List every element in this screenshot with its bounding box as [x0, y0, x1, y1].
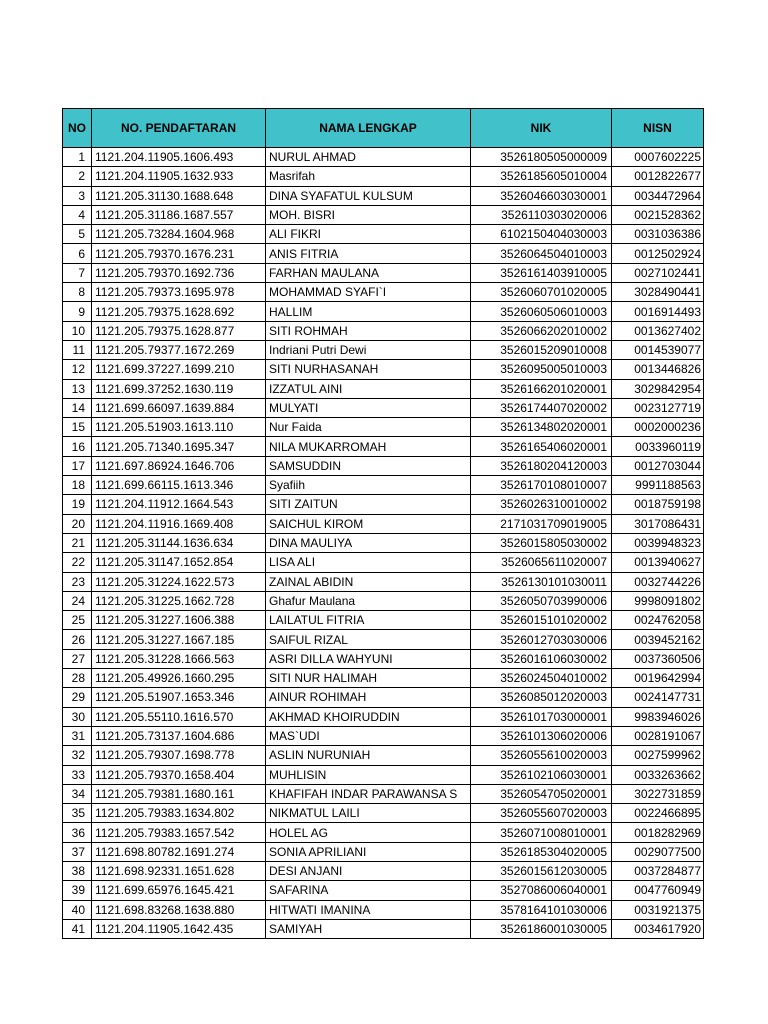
- cell-nisn: 0039452162: [612, 630, 704, 649]
- cell-registration-no: 1121.205.79383.1657.542: [92, 823, 266, 842]
- table-row: [63, 283, 704, 302]
- cell-registration-no: 1121.699.65976.1645.421: [92, 881, 266, 900]
- cell-registration-no: 1121.205.31144.1636.634: [92, 533, 266, 552]
- cell-full-name: AINUR ROHIMAH: [266, 688, 471, 707]
- cell-full-name: SITI ZAITUN: [266, 495, 471, 514]
- table-row: [63, 186, 704, 205]
- table-row: [63, 726, 704, 745]
- cell-no: 29: [63, 688, 92, 707]
- table-row: [63, 495, 704, 514]
- cell-no: 14: [63, 398, 92, 417]
- cell-nisn: 0027102441: [612, 263, 704, 282]
- table-row: [63, 244, 704, 263]
- cell-registration-no: 1121.205.79383.1634.802: [92, 804, 266, 823]
- cell-nisn: 0014539077: [612, 340, 704, 359]
- cell-full-name: SAFARINA: [266, 881, 471, 900]
- cell-full-name: NILA MUKARROMAH: [266, 437, 471, 456]
- cell-full-name: ALI FIKRI: [266, 225, 471, 244]
- cell-full-name: AKHMAD KHOIRUDDIN: [266, 707, 471, 726]
- cell-no: 31: [63, 726, 92, 745]
- cell-no: 37: [63, 842, 92, 861]
- cell-full-name: DESI ANJANI: [266, 861, 471, 880]
- cell-registration-no: 1121.205.31227.1667.185: [92, 630, 266, 649]
- cell-full-name: Masrifah: [266, 167, 471, 186]
- cell-registration-no: 1121.205.31186.1687.557: [92, 205, 266, 224]
- cell-full-name: MUHLISIN: [266, 765, 471, 784]
- table-body: [63, 148, 704, 939]
- cell-nisn: 3028490441: [612, 283, 704, 302]
- table-row: [63, 861, 704, 880]
- header-nisn: NISN: [612, 109, 704, 148]
- cell-nisn: 0034472964: [612, 186, 704, 205]
- cell-nik: 6102150404030003: [471, 225, 612, 244]
- cell-no: 20: [63, 514, 92, 533]
- cell-registration-no: 1121.205.55110.1616.570: [92, 707, 266, 726]
- table-row: [63, 591, 704, 610]
- cell-nisn: 0007602225: [612, 148, 704, 167]
- cell-nisn: 3029842954: [612, 379, 704, 398]
- cell-registration-no: 1121.205.73284.1604.968: [92, 225, 266, 244]
- cell-nik: 3526130101030011: [471, 572, 612, 591]
- cell-nik: 3526185304020005: [471, 842, 612, 861]
- table-row: [63, 881, 704, 900]
- cell-nik: 3526015805030002: [471, 533, 612, 552]
- cell-full-name: SITI NURHASANAH: [266, 360, 471, 379]
- cell-nisn: 3022731859: [612, 784, 704, 803]
- table-row: [63, 321, 704, 340]
- table-row: [63, 148, 704, 167]
- cell-nisn: 0031921375: [612, 900, 704, 919]
- cell-nisn: 0002000236: [612, 418, 704, 437]
- cell-nik: 3526161403910005: [471, 263, 612, 282]
- cell-registration-no: 1121.699.37252.1630.119: [92, 379, 266, 398]
- cell-no: 9: [63, 302, 92, 321]
- cell-nik: 3526066202010002: [471, 321, 612, 340]
- cell-nisn: 0028191067: [612, 726, 704, 745]
- cell-nik: 3526055610020003: [471, 746, 612, 765]
- cell-registration-no: 1121.205.79370.1676.231: [92, 244, 266, 263]
- cell-nisn: 0037284877: [612, 861, 704, 880]
- cell-full-name: KHAFIFAH INDAR PARAWANSA S: [266, 784, 471, 803]
- cell-registration-no: 1121.205.31228.1666.563: [92, 649, 266, 668]
- cell-no: 1: [63, 148, 92, 167]
- cell-nisn: 0012703044: [612, 456, 704, 475]
- table-row: [63, 823, 704, 842]
- cell-no: 25: [63, 611, 92, 630]
- cell-nik: 3526101306020006: [471, 726, 612, 745]
- cell-nik: 3526134802020001: [471, 418, 612, 437]
- table-row: [63, 784, 704, 803]
- table-row: [63, 456, 704, 475]
- table-row: [63, 765, 704, 784]
- cell-nik: 3526102106030001: [471, 765, 612, 784]
- cell-no: 7: [63, 263, 92, 282]
- cell-full-name: LAILATUL FITRIA: [266, 611, 471, 630]
- cell-no: 38: [63, 861, 92, 880]
- cell-registration-no: 1121.205.49926.1660.295: [92, 669, 266, 688]
- registration-table: [62, 108, 704, 939]
- cell-registration-no: 1121.205.79370.1692.736: [92, 263, 266, 282]
- cell-registration-no: 1121.205.71340.1695.347: [92, 437, 266, 456]
- cell-nik: 3578164101030006: [471, 900, 612, 919]
- cell-full-name: ASRI DILLA WAHYUNI: [266, 649, 471, 668]
- cell-registration-no: 1121.205.31224.1622.573: [92, 572, 266, 591]
- cell-nik: 2171031709019005: [471, 514, 612, 533]
- cell-full-name: NURUL AHMAD: [266, 148, 471, 167]
- cell-no: 40: [63, 900, 92, 919]
- cell-no: 2: [63, 167, 92, 186]
- cell-no: 4: [63, 205, 92, 224]
- cell-registration-no: 1121.699.66097.1639.884: [92, 398, 266, 417]
- cell-nik: 3527086006040001: [471, 881, 612, 900]
- cell-nisn: 0024147731: [612, 688, 704, 707]
- cell-registration-no: 1121.698.92331.1651.628: [92, 861, 266, 880]
- cell-registration-no: 1121.699.37227.1699.210: [92, 360, 266, 379]
- table-row: [63, 167, 704, 186]
- header-nik: NIK: [471, 109, 612, 148]
- table-row: [63, 302, 704, 321]
- table-row: [63, 804, 704, 823]
- cell-full-name: HOLEL AG: [266, 823, 471, 842]
- cell-full-name: ASLIN NURUNIAH: [266, 746, 471, 765]
- cell-full-name: FARHAN MAULANA: [266, 263, 471, 282]
- cell-nisn: 0027599962: [612, 746, 704, 765]
- cell-no: 11: [63, 340, 92, 359]
- cell-nisn: 0013940627: [612, 553, 704, 572]
- cell-no: 21: [63, 533, 92, 552]
- cell-nisn: 0018282969: [612, 823, 704, 842]
- cell-nisn: 0032744226: [612, 572, 704, 591]
- cell-registration-no: 1121.204.11912.1664.543: [92, 495, 266, 514]
- cell-no: 41: [63, 919, 92, 938]
- cell-nik: 3526064504010003: [471, 244, 612, 263]
- cell-nisn: 0019642994: [612, 669, 704, 688]
- cell-no: 28: [63, 669, 92, 688]
- cell-registration-no: 1121.698.80782.1691.274: [92, 842, 266, 861]
- cell-registration-no: 1121.698.83268.1638.880: [92, 900, 266, 919]
- table-row: [63, 514, 704, 533]
- cell-no: 10: [63, 321, 92, 340]
- cell-no: 3: [63, 186, 92, 205]
- cell-no: 27: [63, 649, 92, 668]
- cell-nik: 3526015209010008: [471, 340, 612, 359]
- table-row: [63, 225, 704, 244]
- cell-nik: 3526185605010004: [471, 167, 612, 186]
- cell-nisn: 0031036386: [612, 225, 704, 244]
- table-row: [63, 900, 704, 919]
- cell-full-name: SITI NUR HALIMAH: [266, 669, 471, 688]
- cell-nik: 3526166201020001: [471, 379, 612, 398]
- cell-no: 32: [63, 746, 92, 765]
- cell-full-name: Nur Faida: [266, 418, 471, 437]
- cell-no: 26: [63, 630, 92, 649]
- cell-full-name: Indriani Putri Dewi: [266, 340, 471, 359]
- cell-no: 17: [63, 456, 92, 475]
- table-row: [63, 398, 704, 417]
- cell-nisn: 0047760949: [612, 881, 704, 900]
- cell-nik: 3526016106030002: [471, 649, 612, 668]
- table-row: [63, 263, 704, 282]
- table-row: [63, 688, 704, 707]
- cell-full-name: LISA ALI: [266, 553, 471, 572]
- cell-full-name: ANIS FITRIA: [266, 244, 471, 263]
- table-row: [63, 746, 704, 765]
- cell-full-name: DINA SYAFATUL KULSUM: [266, 186, 471, 205]
- cell-registration-no: 1121.697.86924.1646.706: [92, 456, 266, 475]
- cell-no: 19: [63, 495, 92, 514]
- cell-no: 39: [63, 881, 92, 900]
- cell-full-name: MAS`UDI: [266, 726, 471, 745]
- cell-full-name: SONIA APRILIANI: [266, 842, 471, 861]
- cell-registration-no: 1121.205.31227.1606.388: [92, 611, 266, 630]
- cell-full-name: SAMIYAH: [266, 919, 471, 938]
- cell-nik: 3526055607020003: [471, 804, 612, 823]
- table-row: [63, 205, 704, 224]
- cell-nisn: 0016914493: [612, 302, 704, 321]
- cell-nisn: 0033960119: [612, 437, 704, 456]
- table-row: [63, 919, 704, 938]
- table-row: [63, 630, 704, 649]
- cell-no: 12: [63, 360, 92, 379]
- cell-registration-no: 1121.205.31147.1652.854: [92, 553, 266, 572]
- cell-nisn: 0021528362: [612, 205, 704, 224]
- cell-full-name: DINA MAULIYA: [266, 533, 471, 552]
- header-full-name: NAMA LENGKAP: [266, 109, 471, 148]
- cell-full-name: Ghafur Maulana: [266, 591, 471, 610]
- table-row: [63, 379, 704, 398]
- cell-nisn: 0033263662: [612, 765, 704, 784]
- cell-nisn: 0018759198: [612, 495, 704, 514]
- cell-nik: 3526110303020006: [471, 205, 612, 224]
- cell-nisn: 9991188563: [612, 476, 704, 495]
- cell-no: 36: [63, 823, 92, 842]
- cell-nisn: 0039948323: [612, 533, 704, 552]
- cell-no: 16: [63, 437, 92, 456]
- cell-nik: 3526050703990006: [471, 591, 612, 610]
- cell-no: 23: [63, 572, 92, 591]
- cell-registration-no: 1121.204.11905.1632.933: [92, 167, 266, 186]
- cell-nik: 3526085012020003: [471, 688, 612, 707]
- cell-nisn: 0013627402: [612, 321, 704, 340]
- cell-full-name: SAMSUDDIN: [266, 456, 471, 475]
- cell-nik: 3526180204120003: [471, 456, 612, 475]
- table-row: [63, 360, 704, 379]
- cell-nik: 3526180505000009: [471, 148, 612, 167]
- cell-nisn: 0034617920: [612, 919, 704, 938]
- cell-registration-no: 1121.699.66115.1613.346: [92, 476, 266, 495]
- cell-nik: 3526095005010003: [471, 360, 612, 379]
- cell-no: 22: [63, 553, 92, 572]
- cell-registration-no: 1121.205.79370.1658.404: [92, 765, 266, 784]
- cell-full-name: Syafiih: [266, 476, 471, 495]
- cell-full-name: MOH. BISRI: [266, 205, 471, 224]
- cell-registration-no: 1121.205.51903.1613.110: [92, 418, 266, 437]
- cell-no: 5: [63, 225, 92, 244]
- cell-full-name: SAICHUL KIROM: [266, 514, 471, 533]
- cell-full-name: SITI ROHMAH: [266, 321, 471, 340]
- cell-nik: 3526165406020001: [471, 437, 612, 456]
- cell-registration-no: 1121.205.79375.1628.877: [92, 321, 266, 340]
- cell-nik: 3526065611020007: [471, 553, 612, 572]
- cell-nik: 3526186001030005: [471, 919, 612, 938]
- cell-full-name: NIKMATUL LAILI: [266, 804, 471, 823]
- cell-registration-no: 1121.204.11916.1669.408: [92, 514, 266, 533]
- cell-no: 8: [63, 283, 92, 302]
- cell-full-name: HALLIM: [266, 302, 471, 321]
- cell-no: 13: [63, 379, 92, 398]
- cell-registration-no: 1121.205.79377.1672.269: [92, 340, 266, 359]
- cell-nisn: 3017086431: [612, 514, 704, 533]
- cell-nik: 3526060701020005: [471, 283, 612, 302]
- cell-nik: 3526046603030001: [471, 186, 612, 205]
- cell-registration-no: 1121.204.11905.1606.493: [92, 148, 266, 167]
- cell-nisn: 0012822677: [612, 167, 704, 186]
- table-row: [63, 611, 704, 630]
- cell-nisn: 9983946026: [612, 707, 704, 726]
- table-row: [63, 707, 704, 726]
- cell-nik: 3526071008010001: [471, 823, 612, 842]
- cell-nik: 3526054705020001: [471, 784, 612, 803]
- cell-nik: 3526026310010002: [471, 495, 612, 514]
- cell-nisn: 9998091802: [612, 591, 704, 610]
- cell-no: 18: [63, 476, 92, 495]
- cell-registration-no: 1121.205.51907.1653.346: [92, 688, 266, 707]
- table-row: [63, 572, 704, 591]
- cell-full-name: ZAINAL ABIDIN: [266, 572, 471, 591]
- cell-registration-no: 1121.205.73137.1604.686: [92, 726, 266, 745]
- cell-no: 35: [63, 804, 92, 823]
- table-row: [63, 476, 704, 495]
- cell-nik: 3526015101020002: [471, 611, 612, 630]
- cell-nik: 3526101703000001: [471, 707, 612, 726]
- cell-registration-no: 1121.205.31130.1688.648: [92, 186, 266, 205]
- cell-full-name: MOHAMMAD SYAFI`I: [266, 283, 471, 302]
- cell-no: 15: [63, 418, 92, 437]
- cell-nisn: 0022466895: [612, 804, 704, 823]
- cell-no: 30: [63, 707, 92, 726]
- cell-registration-no: 1121.204.11905.1642.435: [92, 919, 266, 938]
- cell-full-name: HITWATI IMANINA: [266, 900, 471, 919]
- cell-registration-no: 1121.205.31225.1662.728: [92, 591, 266, 610]
- cell-registration-no: 1121.205.79307.1698.778: [92, 746, 266, 765]
- cell-full-name: MULYATI: [266, 398, 471, 417]
- cell-nisn: 0024762058: [612, 611, 704, 630]
- table-row: [63, 418, 704, 437]
- cell-full-name: IZZATUL AINI: [266, 379, 471, 398]
- cell-no: 24: [63, 591, 92, 610]
- cell-nik: 3526174407020002: [471, 398, 612, 417]
- cell-nisn: 0013446826: [612, 360, 704, 379]
- cell-no: 34: [63, 784, 92, 803]
- table-row: [63, 649, 704, 668]
- table-row: [63, 553, 704, 572]
- cell-registration-no: 1121.205.79373.1695.978: [92, 283, 266, 302]
- table-row: [63, 340, 704, 359]
- cell-nik: 3526015612030005: [471, 861, 612, 880]
- header-registration-no: NO. PENDAFTARAN: [92, 109, 266, 148]
- cell-nik: 3526012703030006: [471, 630, 612, 649]
- cell-no: 33: [63, 765, 92, 784]
- cell-nik: 3526024504010002: [471, 669, 612, 688]
- table-row: [63, 533, 704, 552]
- cell-registration-no: 1121.205.79381.1680.161: [92, 784, 266, 803]
- table-row: [63, 437, 704, 456]
- cell-nik: 3526170108010007: [471, 476, 612, 495]
- cell-nisn: 0012502924: [612, 244, 704, 263]
- table-row: [63, 669, 704, 688]
- cell-registration-no: 1121.205.79375.1628.692: [92, 302, 266, 321]
- table-row: [63, 842, 704, 861]
- header-no: NO: [63, 109, 92, 148]
- cell-nisn: 0037360506: [612, 649, 704, 668]
- cell-nisn: 0029077500: [612, 842, 704, 861]
- cell-full-name: SAIFUL RIZAL: [266, 630, 471, 649]
- cell-no: 6: [63, 244, 92, 263]
- cell-nik: 3526060506010003: [471, 302, 612, 321]
- cell-nisn: 0023127719: [612, 398, 704, 417]
- header-row: [63, 109, 704, 148]
